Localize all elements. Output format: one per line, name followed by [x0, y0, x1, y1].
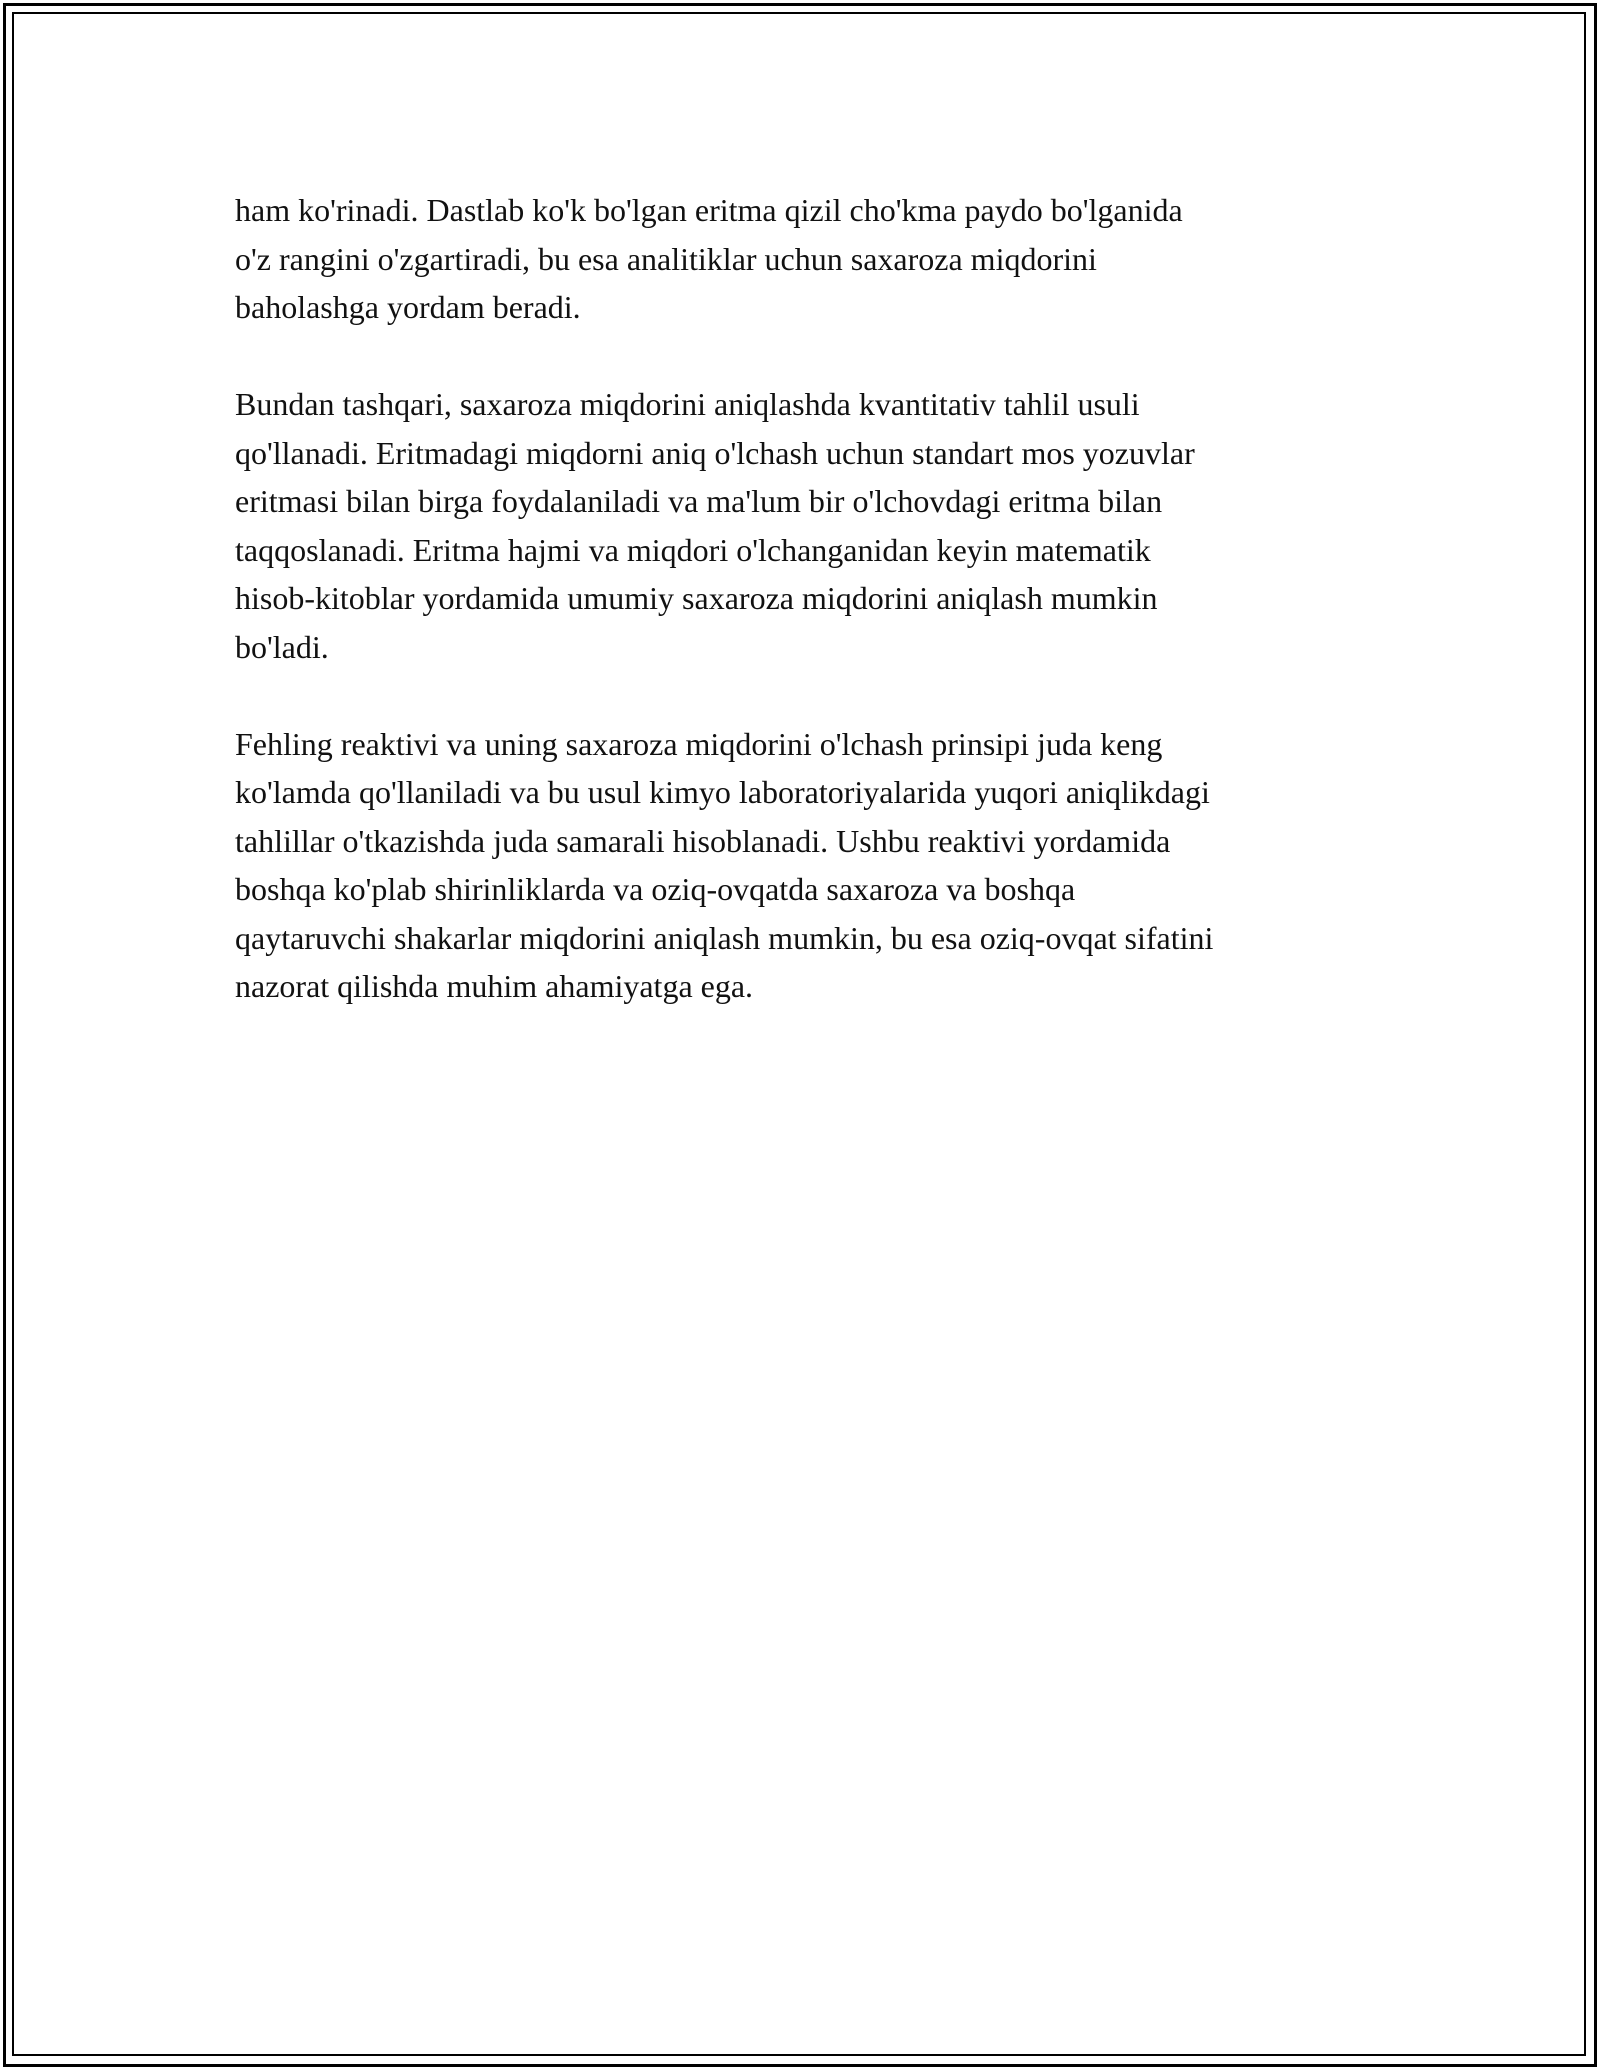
- text-line: ham ko'rinadi. Dastlab ko'k bo'lgan eritma qizil cho'kma paydo bo'lganida: [235, 192, 1183, 228]
- text-line: Fehling reaktivi va uning saxaroza miqdorini o'lchash prinsipi juda keng: [235, 725, 1163, 762]
- text-line: taqqoslanadi. Eritma hajmi va miqdori o'lchanganidan keyin matematik: [235, 531, 1151, 568]
- text-line: tahlillar o'tkazishda juda samarali hisoblanadi. Ushbu reaktivi yordamida: [235, 822, 1171, 859]
- text-line: Bundan tashqari, saxaroza miqdorini aniqlashda kvantitativ tahlil usuli: [235, 386, 1140, 422]
- text-line: bo'ladi.: [235, 628, 329, 665]
- text-line: nazorat qilishda muhim ahamiyatga ega.: [235, 968, 754, 1004]
- text-line: hisob-kitoblar yordamida umumiy saxaroza miqdorini aniqlash mumkin: [235, 580, 1158, 616]
- paragraph-3: [235, 720, 1365, 1011]
- text-line: boshqa ko'plab shirinliklarda va oziq-ovqatda saxaroza va boshqa: [235, 871, 1076, 907]
- document-body: [235, 186, 1365, 1059]
- paragraph-1: [235, 186, 1365, 332]
- paragraph-2: [235, 380, 1365, 671]
- text-line: qaytaruvchi shakarlar miqdorini aniqlash mumkin, bu esa oziq-ovqat sifatini: [235, 919, 1214, 956]
- text-line: baholashga yordam beradi.: [235, 289, 581, 325]
- text-line: o'z rangini o'zgartiradi, bu esa analitiklar uchun saxaroza miqdorini: [235, 240, 1097, 277]
- text-line: ko'lamda qo'llaniladi va bu usul kimyo laboratoriyalarida yuqori aniqlikdagi: [235, 774, 1210, 810]
- text-line: eritmasi bilan birga foydalaniladi va ma'lum bir o'lchovdagi eritma bilan: [235, 483, 1163, 519]
- text-line: qo'llanadi. Eritmadagi miqdorni aniq o'lchash uchun standart mos yozuvlar: [235, 434, 1195, 471]
